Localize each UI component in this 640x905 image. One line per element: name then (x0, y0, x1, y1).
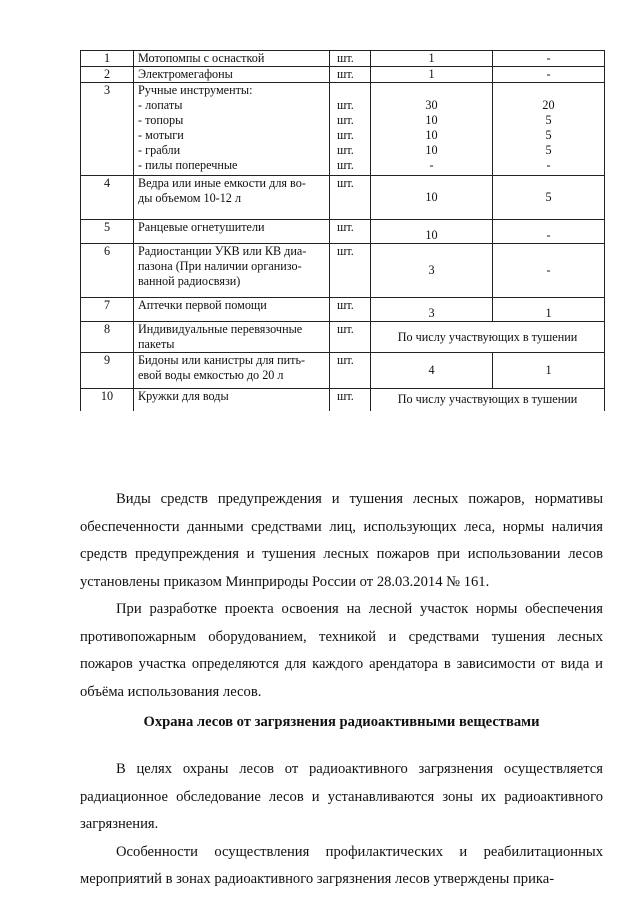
quantity-cell-2 (493, 220, 605, 244)
unit-line: шт. (337, 389, 354, 403)
name-line: пазона (При наличии организо- (138, 259, 302, 273)
table-row (81, 176, 605, 220)
quantity-cell-1 (371, 353, 493, 389)
q2-line: - (546, 67, 551, 81)
name-line: - пилы поперечные (138, 158, 238, 172)
q1-line: 10 (425, 113, 438, 127)
item-name-cell (134, 298, 330, 322)
table-row (81, 353, 605, 389)
quantity-cell-1 (371, 220, 493, 244)
name-line: Бидоны или канистры для пить- (138, 353, 306, 367)
name-line: Индивидуальные перевязочные (138, 322, 303, 336)
row-number-cell: 3 (81, 83, 134, 176)
name-line: евой воды емкостью до 20 л (138, 368, 284, 382)
q1-line: 10 (425, 128, 438, 142)
q1-line: 10 (425, 143, 438, 157)
q1-line: 3 (428, 263, 435, 277)
unit-line: шт. (337, 67, 354, 81)
quantity-cell-1 (371, 83, 493, 176)
name-line: Ранцевые огнетушители (138, 220, 265, 234)
unit-line: шт. (337, 298, 354, 312)
merged-quantity-cell: По числу участвующих в тушении (371, 389, 605, 411)
unit-line (337, 83, 366, 98)
q2-line: - (546, 158, 551, 172)
paragraph-project: При разработке проекта освоения на лесной участок нормы обеспечения противопожарным оборудованием, техникой и средствами тушения лесных пожаров участка определяются для каждого арендатора в зависимости от вида и объёма использования лесов. (80, 601, 603, 700)
paragraph-block-2 (80, 756, 603, 894)
unit-cell (330, 389, 371, 411)
q1-line: 1 (428, 51, 435, 65)
quantity-cell-2 (493, 83, 605, 176)
q1-line: - (429, 158, 434, 172)
quantity-cell-1 (371, 298, 493, 322)
name-line: - топоры (138, 113, 184, 127)
table-row (81, 51, 605, 67)
q2-line: 5 (545, 190, 552, 204)
item-name-cell (134, 322, 330, 353)
unit-cell (330, 176, 371, 220)
unit-cell (330, 322, 371, 353)
q1-line: 10 (425, 190, 438, 204)
row-number-cell: 6 (81, 244, 134, 298)
row-number-cell: 10 (81, 389, 134, 411)
item-name-cell (134, 353, 330, 389)
quantity-cell-2 (493, 176, 605, 220)
unit-line: шт. (337, 353, 354, 367)
unit-line: шт. (337, 113, 354, 127)
item-name-cell (134, 51, 330, 67)
row-number-cell: 9 (81, 353, 134, 389)
item-name-cell (134, 220, 330, 244)
name-line: - мотыги (138, 128, 184, 142)
quantity-cell-1 (371, 176, 493, 220)
name-line: Кружки для воды (138, 389, 229, 403)
unit-line: шт. (337, 143, 354, 157)
q2-line: 20 (542, 98, 555, 112)
row-number-cell: 7 (81, 298, 134, 322)
paragraph-radiation: В целях охраны лесов от радиоактивного загрязнения осуществляется радиационное обследование лесов и устанавливаются зоны их радиоактивного загрязнения. (80, 761, 603, 832)
name-line: Мотопомпы с оснасткой (138, 51, 265, 65)
row-number-cell: 1 (81, 51, 134, 67)
name-line: Аптечки первой помощи (138, 298, 267, 312)
merged-quantity-cell: По числу участвующих в тушении (371, 322, 605, 353)
q1-line (375, 83, 488, 98)
equipment-table (80, 50, 605, 411)
unit-cell (330, 244, 371, 298)
quantity-cell-2 (493, 67, 605, 83)
item-name-cell (134, 244, 330, 298)
quantity-cell-2 (493, 298, 605, 322)
name-line: Ведра или иные емкости для во- (138, 176, 306, 190)
section-heading: Охрана лесов от загрязнения радиоактивными веществами (143, 714, 540, 730)
q2-line: - (546, 263, 551, 277)
q1-line: 1 (428, 67, 435, 81)
name-line: - лопаты (138, 98, 183, 112)
table-row (81, 244, 605, 298)
quantity-cell-1 (371, 244, 493, 298)
paragraph-block-1 (80, 486, 603, 706)
name-line: ванной радиосвязи) (138, 274, 241, 288)
name-line: пакеты (138, 337, 175, 351)
unit-line: шт. (337, 51, 354, 65)
unit-line: шт. (337, 220, 354, 234)
q1-line: 4 (428, 363, 435, 377)
name-line: Радиостанции УКВ или КВ диа- (138, 244, 307, 258)
item-name-cell (134, 176, 330, 220)
unit-line: шт. (337, 244, 354, 258)
paragraph-measures: Особенности осуществления профилактических и реабилитационных мероприятий в зонах радиоактивного загрязнения лесов утверждены прика- (80, 843, 603, 887)
q2-line: 5 (545, 113, 552, 127)
unit-line: шт. (337, 158, 354, 172)
q2-line (497, 83, 600, 98)
unit-cell (330, 353, 371, 389)
quantity-cell-2 (493, 353, 605, 389)
name-line: - грабли (138, 143, 181, 157)
quantity-cell-2 (493, 51, 605, 67)
quantity-cell-1 (371, 67, 493, 83)
quantity-cell-1 (371, 51, 493, 67)
q1-line: 30 (425, 98, 438, 112)
unit-cell (330, 220, 371, 244)
unit-line: шт. (337, 322, 354, 336)
q2-line: 1 (545, 363, 552, 377)
q2-line: - (546, 51, 551, 65)
unit-line: шт. (337, 98, 354, 112)
q2-line: 1 (545, 306, 552, 320)
unit-cell (330, 67, 371, 83)
paragraph-norms: Виды средств предупреждения и тушения лесных пожаров, нормативы обеспеченности данными средствами лиц, использующих леса, нормы наличия средств предупреждения и тушения лесных пожаров при использовании лесов установлены приказом Минприроды России от 28.03.2014 № 161. (80, 491, 603, 590)
name-line: Ручные инструменты: (138, 83, 253, 97)
table-row (81, 83, 605, 176)
table-row (81, 220, 605, 244)
unit-cell (330, 51, 371, 67)
row-number-cell: 8 (81, 322, 134, 353)
q1-line: 3 (428, 306, 435, 320)
table-row (81, 389, 605, 411)
item-name-cell (134, 389, 330, 411)
name-line: Электромегафоны (138, 67, 233, 81)
q2-line: - (546, 228, 551, 242)
q2-line: 5 (545, 143, 552, 157)
unit-line: шт. (337, 176, 354, 190)
item-name-cell (134, 83, 330, 176)
name-line: ды объемом 10-12 л (138, 191, 242, 205)
table-row (81, 67, 605, 83)
row-number-cell: 5 (81, 220, 134, 244)
unit-line: шт. (337, 128, 354, 142)
unit-cell (330, 83, 371, 176)
row-number-cell: 4 (81, 176, 134, 220)
unit-cell (330, 298, 371, 322)
quantity-cell-2 (493, 244, 605, 298)
q1-line: 10 (425, 228, 438, 242)
table-row (81, 298, 605, 322)
row-number-cell: 2 (81, 67, 134, 83)
table-row (81, 322, 605, 353)
item-name-cell (134, 67, 330, 83)
q2-line: 5 (545, 128, 552, 142)
